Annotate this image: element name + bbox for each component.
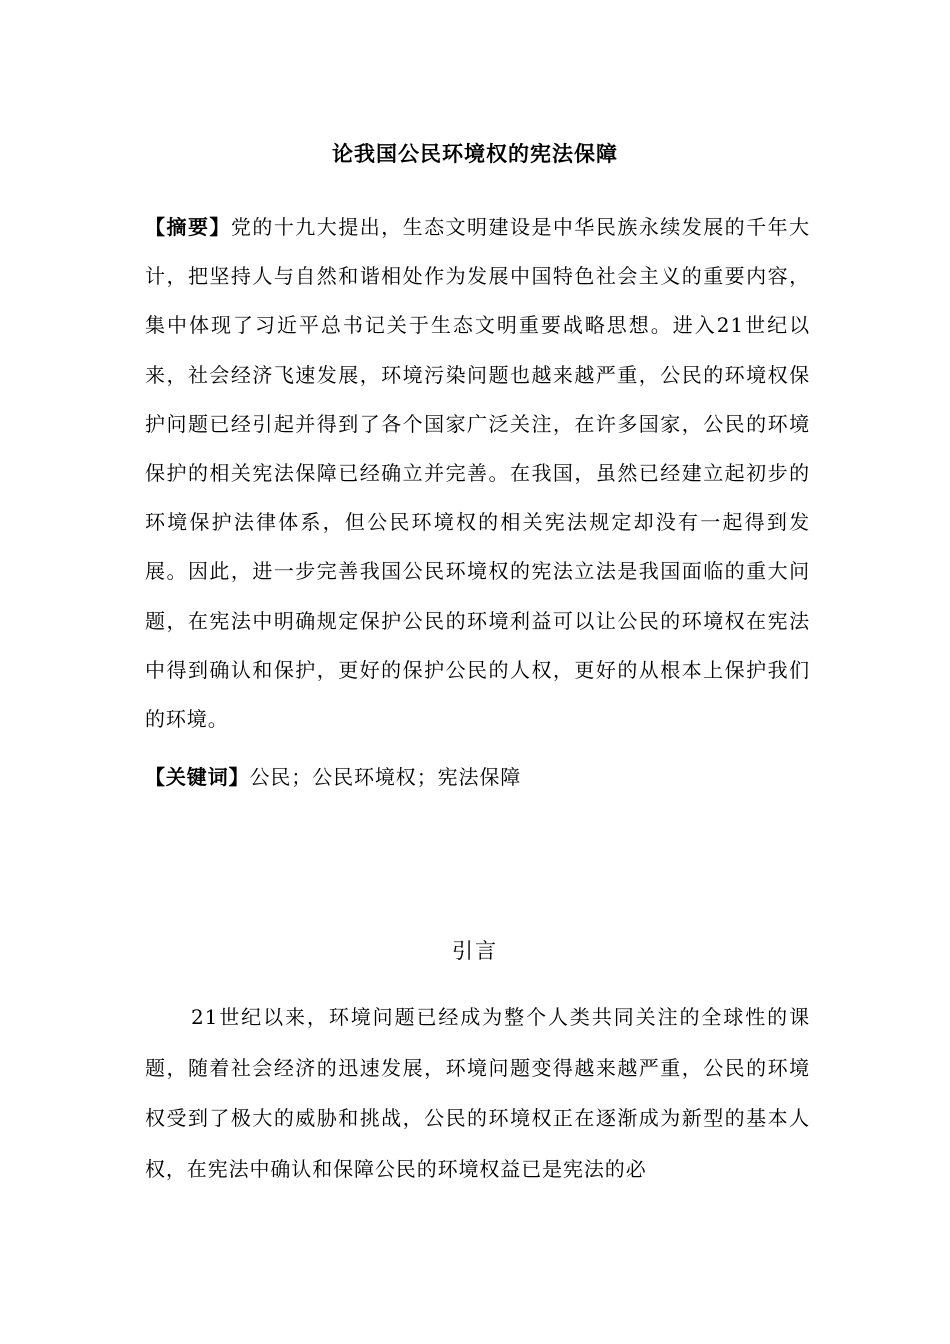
introduction-heading: 引言 [452, 939, 498, 963]
introduction-paragraph: 21世纪以来，环境问题已经成为整个人类共同关注的全球性的课题，随着社会经济的迅速发展，环境问题变得越来越严重，公民的环境权受到了极大的威胁和挑战，公民的环境权正在逐渐成为新型的基本人权，在宪法中确认和保障公民的环境权益已是宪法的必 [145, 1005, 810, 1181]
abstract-label: 【摘要】 [145, 215, 231, 239]
abstract-text: 党的十九大提出，生态文明建设是中华民族永续发展的千年大计，把坚持人与自然和谐相处作为发展中国特色社会主义的重要内容，集中体现了习近平总书记关于生态文明重要战略思想。进入21世纪以来，社会经济飞速发展，环境污染问题也越来越严重，公民的环境权保护问题已经引起并得到了各个国家广泛关注，在许多国家，公民的环境保护的相关宪法保障已经确立并完善。在我国，虽然已经建立起初步的环境保护法律体系，但公民环境权的相关宪法规定却没有一起得到发展。因此，进一步完善我国公民环境权的宪法立法是我国面临的重大问题，在宪法中明确规定保护公民的环境利益可以让公民的环境权在宪法中得到确认和保护，更好的保护公民的人权，更好的从根本上保护我们的环境。 [145, 215, 810, 732]
abstract-paragraph [145, 203, 810, 744]
keywords-text: 公民；公民环境权；宪法保障 [249, 765, 522, 789]
keywords-label: 【关键词】 [145, 765, 250, 789]
document-title: 论我国公民环境权的宪法保障 [332, 142, 618, 166]
keywords-paragraph [145, 757, 810, 797]
